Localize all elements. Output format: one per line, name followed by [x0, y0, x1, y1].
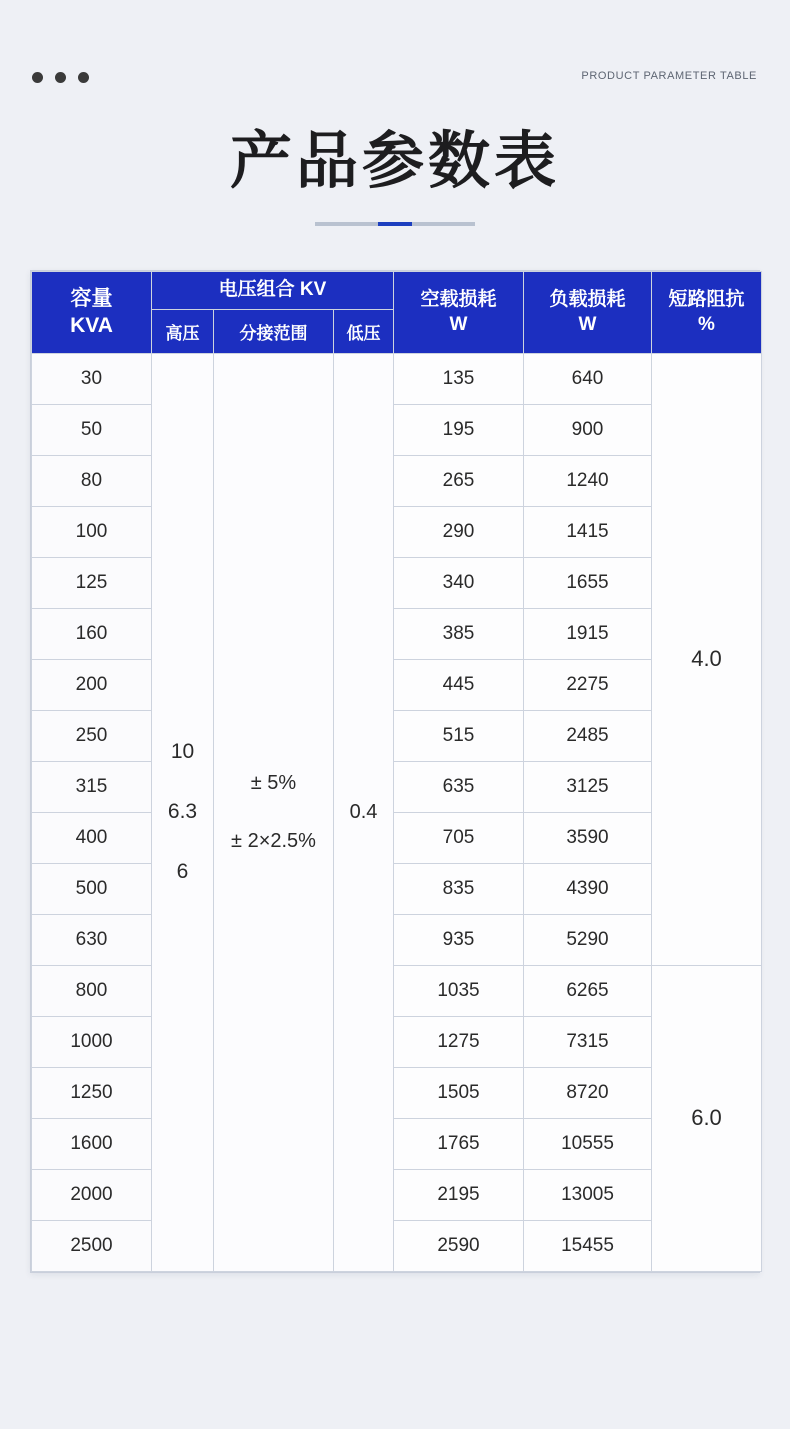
th-capacity-line2: KVA: [70, 313, 113, 337]
hv-value: 10: [170, 740, 195, 764]
cell-capacity: 125: [32, 557, 152, 608]
cell-no-load-loss: 290: [394, 506, 524, 557]
cell-no-load-loss: 935: [394, 914, 524, 965]
cell-no-load-loss: 2590: [394, 1220, 524, 1271]
th-no-load-loss-line1: 空载损耗: [420, 288, 497, 310]
cell-no-load-loss: 340: [394, 557, 524, 608]
cell-no-load-loss: 515: [394, 710, 524, 761]
cell-no-load-loss: 445: [394, 659, 524, 710]
cell-no-load-loss: 835: [394, 863, 524, 914]
cell-impedance-4: 4.0: [652, 353, 762, 965]
cell-capacity: 1600: [32, 1118, 152, 1169]
cell-load-loss: 1415: [524, 506, 652, 557]
cell-load-loss: 3590: [524, 812, 652, 863]
cell-lv-voltage: 0.4: [334, 353, 394, 1271]
th-impedance: [652, 272, 762, 354]
parameter-table: [31, 271, 762, 1272]
cell-load-loss: 900: [524, 404, 652, 455]
cell-capacity: 200: [32, 659, 152, 710]
cell-load-loss: 7315: [524, 1016, 652, 1067]
title-divider: [315, 222, 475, 226]
cell-capacity: 250: [32, 710, 152, 761]
cell-capacity: 30: [32, 353, 152, 404]
table-row: [32, 965, 762, 1016]
cell-capacity: 315: [32, 761, 152, 812]
cell-no-load-loss: 1035: [394, 965, 524, 1016]
th-capacity: [32, 272, 152, 354]
cell-load-loss: 2275: [524, 659, 652, 710]
cell-capacity: 2000: [32, 1169, 152, 1220]
table-head: [32, 272, 762, 354]
hv-value: 6: [176, 860, 189, 884]
cell-impedance-6: 6.0: [652, 965, 762, 1271]
cell-no-load-loss: 1275: [394, 1016, 524, 1067]
header-eyebrow: PRODUCT PARAMETER TABLE: [581, 70, 757, 82]
decorative-dots: [32, 72, 89, 83]
th-voltage-group: 电压组合 KV: [152, 272, 394, 310]
dot-icon: [78, 72, 89, 83]
table-row: [32, 353, 762, 404]
th-no-load-loss-line2: W: [449, 313, 468, 335]
cell-capacity: 1000: [32, 1016, 152, 1067]
th-no-load-loss: [394, 272, 524, 354]
cell-capacity: 400: [32, 812, 152, 863]
cell-load-loss: 8720: [524, 1067, 652, 1118]
cell-tap-range: [214, 353, 334, 1271]
title-block: [0, 128, 790, 226]
dot-icon: [32, 72, 43, 83]
dot-icon: [55, 72, 66, 83]
cell-load-loss: 3125: [524, 761, 652, 812]
table-body: [32, 353, 762, 1271]
cell-load-loss: 1915: [524, 608, 652, 659]
tap-value: ± 5%: [250, 772, 297, 795]
th-load-loss-line1: 负载损耗: [549, 288, 626, 310]
cell-no-load-loss: 195: [394, 404, 524, 455]
th-capacity-line1: 容量: [70, 287, 113, 311]
cell-load-loss: 6265: [524, 965, 652, 1016]
cell-capacity: 80: [32, 455, 152, 506]
cell-load-loss: 15455: [524, 1220, 652, 1271]
th-hv: 高压: [152, 309, 214, 353]
cell-capacity: 160: [32, 608, 152, 659]
th-load-loss: [524, 272, 652, 354]
cell-capacity: 2500: [32, 1220, 152, 1271]
tap-value: ± 2×2.5%: [231, 830, 316, 853]
cell-load-loss: 10555: [524, 1118, 652, 1169]
table-header-row-1: [32, 272, 762, 310]
cell-load-loss: 1655: [524, 557, 652, 608]
parameter-table-container: [30, 270, 760, 1273]
cell-capacity: 50: [32, 404, 152, 455]
cell-load-loss: 640: [524, 353, 652, 404]
cell-load-loss: 1240: [524, 455, 652, 506]
th-impedance-line1: 短路阻抗: [668, 288, 745, 310]
hv-value: 6.3: [167, 800, 198, 824]
cell-capacity: 800: [32, 965, 152, 1016]
cell-no-load-loss: 385: [394, 608, 524, 659]
page-title: 产品参数表: [229, 127, 560, 196]
cell-no-load-loss: 135: [394, 353, 524, 404]
cell-no-load-loss: 265: [394, 455, 524, 506]
th-load-loss-line2: W: [578, 313, 597, 335]
cell-no-load-loss: 635: [394, 761, 524, 812]
cell-no-load-loss: 705: [394, 812, 524, 863]
cell-capacity: 630: [32, 914, 152, 965]
cell-load-loss: 13005: [524, 1169, 652, 1220]
cell-load-loss: 5290: [524, 914, 652, 965]
page-header: [0, 0, 790, 120]
cell-capacity: 500: [32, 863, 152, 914]
cell-no-load-loss: 1505: [394, 1067, 524, 1118]
th-tap-range: 分接范围: [214, 309, 334, 353]
th-lv: 低压: [334, 309, 394, 353]
cell-no-load-loss: 1765: [394, 1118, 524, 1169]
cell-capacity: 1250: [32, 1067, 152, 1118]
cell-capacity: 100: [32, 506, 152, 557]
cell-no-load-loss: 2195: [394, 1169, 524, 1220]
cell-load-loss: 2485: [524, 710, 652, 761]
th-impedance-line2: %: [698, 313, 715, 335]
cell-load-loss: 4390: [524, 863, 652, 914]
cell-hv-voltages: [152, 353, 214, 1271]
